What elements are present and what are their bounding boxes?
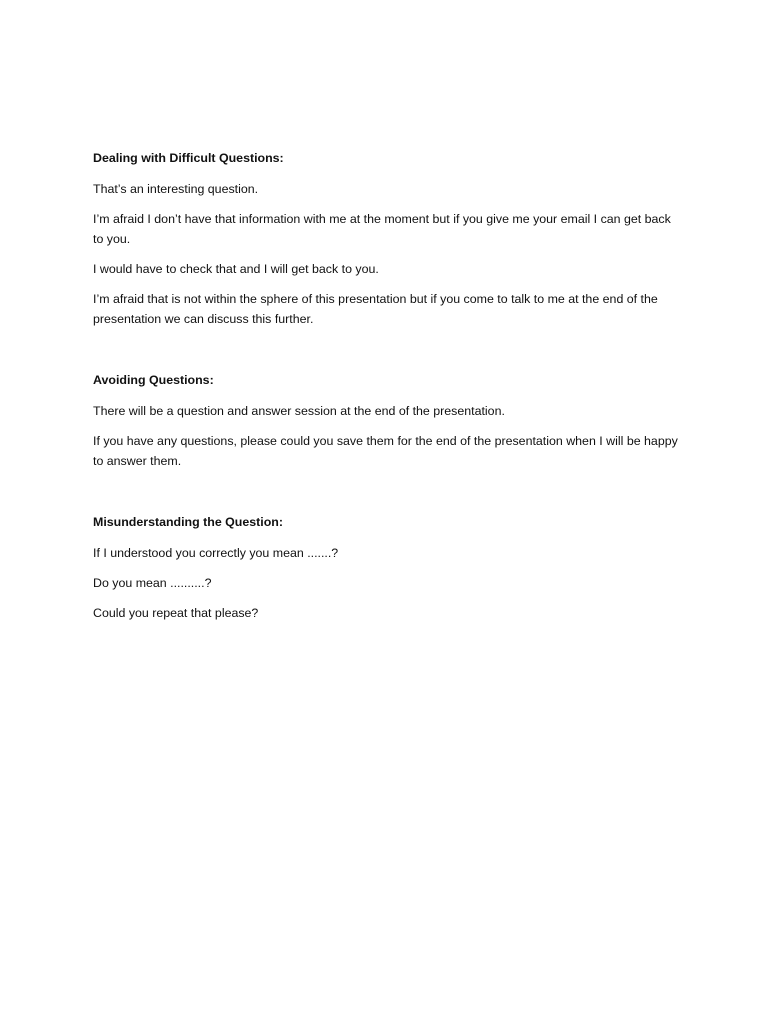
phrase-line: I would have to check that and I will get back to you. [93, 262, 379, 276]
section-avoiding-questions [93, 370, 683, 471]
section-misunderstanding-question [93, 512, 683, 623]
section-heading: Avoiding Questions: [93, 373, 214, 387]
phrase-line: If I understood you correctly you mean .......? [93, 546, 339, 560]
phrase-line: Could you repeat that please? [93, 606, 259, 620]
document-body [93, 148, 683, 633]
phrase-line: If you have any questions, please could you save them for the end of the presentation when I will be happy to answer them. [93, 434, 678, 468]
section-spacer [93, 481, 683, 512]
section-heading: Misunderstanding the Question: [93, 515, 283, 529]
section-difficult-questions [93, 148, 683, 329]
phrase-line: There will be a question and answer session at the end of the presentation. [93, 404, 505, 418]
phrase-line: Do you mean ..........? [93, 576, 212, 590]
section-heading: Dealing with Difficult Questions: [93, 151, 284, 165]
phrase-line: I’m afraid that is not within the sphere of this presentation but if you come to talk to me at the end of the presentation we can discuss this further. [93, 292, 658, 326]
section-spacer [93, 339, 683, 370]
phrase-line: That’s an interesting question. [93, 182, 259, 196]
phrase-line: I’m afraid I don’t have that information with me at the moment but if you give me your email I can get back to you. [93, 212, 671, 246]
